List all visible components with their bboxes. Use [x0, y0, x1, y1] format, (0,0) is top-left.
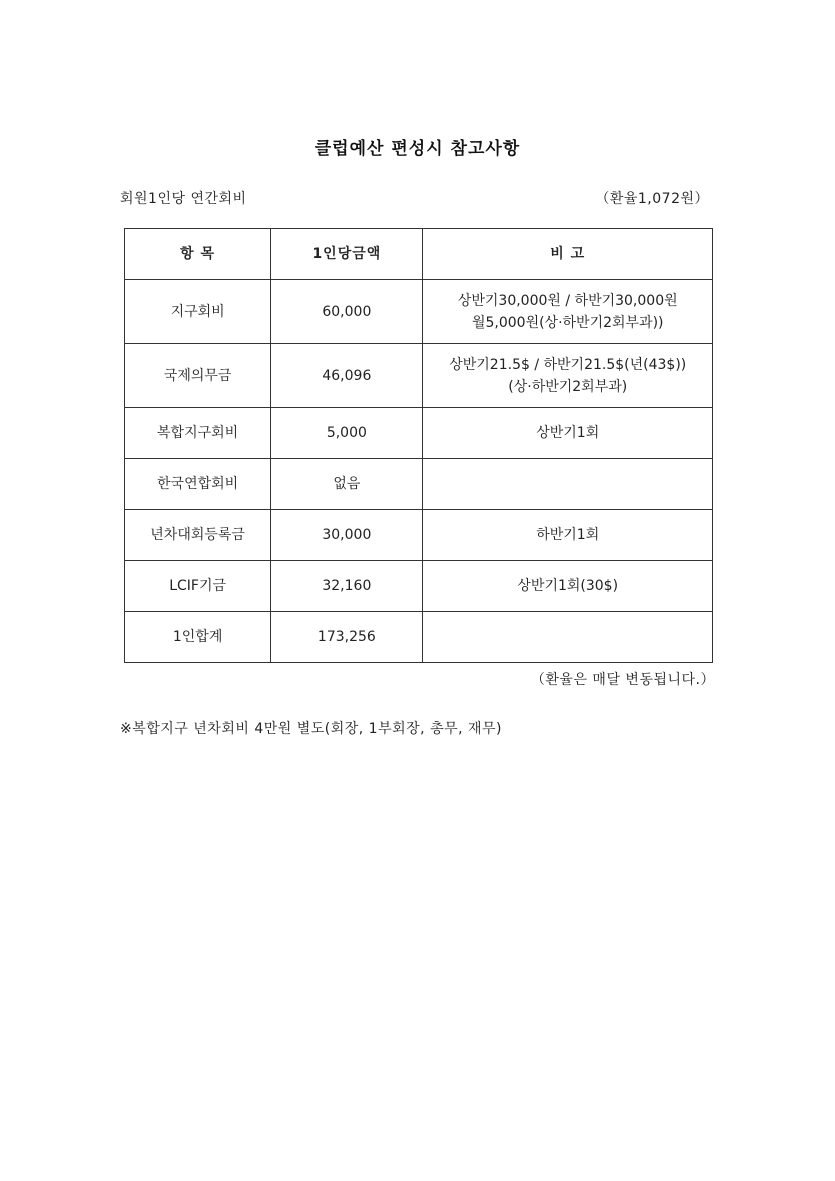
table-row — [125, 510, 713, 561]
table-row-total — [125, 612, 713, 663]
cell-note — [423, 459, 713, 510]
cell-item: 복합지구회비 — [125, 408, 271, 459]
table-row — [125, 408, 713, 459]
cell-amount: 32,160 — [271, 561, 423, 612]
table-row — [125, 459, 713, 510]
cell-amount: 없음 — [271, 459, 423, 510]
cell-item: LCIF기금 — [125, 561, 271, 612]
note-line-1: 상반기21.5$ / 하반기21.5$(년(43$)) — [449, 356, 687, 373]
note-line-2: (상·하반기2회부과) — [508, 378, 628, 395]
cell-item: 지구회비 — [125, 280, 271, 344]
cell-item: 국제의무금 — [125, 344, 271, 408]
cell-note: 하반기1회 — [423, 510, 713, 561]
header-note: 비 고 — [423, 229, 713, 280]
cell-item: 년차대회등록금 — [125, 510, 271, 561]
table-row — [125, 280, 713, 344]
cell-note — [423, 344, 713, 408]
note-line-2: 월5,000원(상·하반기2회부과)) — [471, 314, 664, 331]
exchange-rate-label: （환율1,072원） — [595, 191, 709, 207]
cell-note: 상반기1회(30$) — [423, 561, 713, 612]
header-item: 항 목 — [125, 229, 271, 280]
table-header-row — [125, 229, 713, 280]
cell-amount: 173,256 — [271, 612, 423, 663]
exchange-rate-footnote: （환율은 매달 변동됩니다.） — [530, 672, 715, 688]
cell-note — [423, 280, 713, 344]
cell-note — [423, 612, 713, 663]
cell-amount: 46,096 — [271, 344, 423, 408]
table-row — [125, 561, 713, 612]
annual-fee-label: 회원1인당 연간회비 — [120, 191, 247, 207]
cell-amount: 5,000 — [271, 408, 423, 459]
cell-item: 한국연합회비 — [125, 459, 271, 510]
separate-fee-remark: ※복합지구 년차회비 4만원 별도(회장, 1부회장, 총무, 재무) — [120, 721, 503, 737]
budget-table — [124, 228, 713, 663]
cell-amount: 60,000 — [271, 280, 423, 344]
header-amount: 1인당금액 — [271, 229, 423, 280]
note-line-1: 상반기30,000원 / 하반기30,000원 — [457, 292, 678, 309]
cell-amount: 30,000 — [271, 510, 423, 561]
table-row — [125, 344, 713, 408]
document-title: 클럽예산 편성시 참고사항 — [314, 139, 521, 159]
cell-note: 상반기1회 — [423, 408, 713, 459]
cell-item: 1인합계 — [125, 612, 271, 663]
